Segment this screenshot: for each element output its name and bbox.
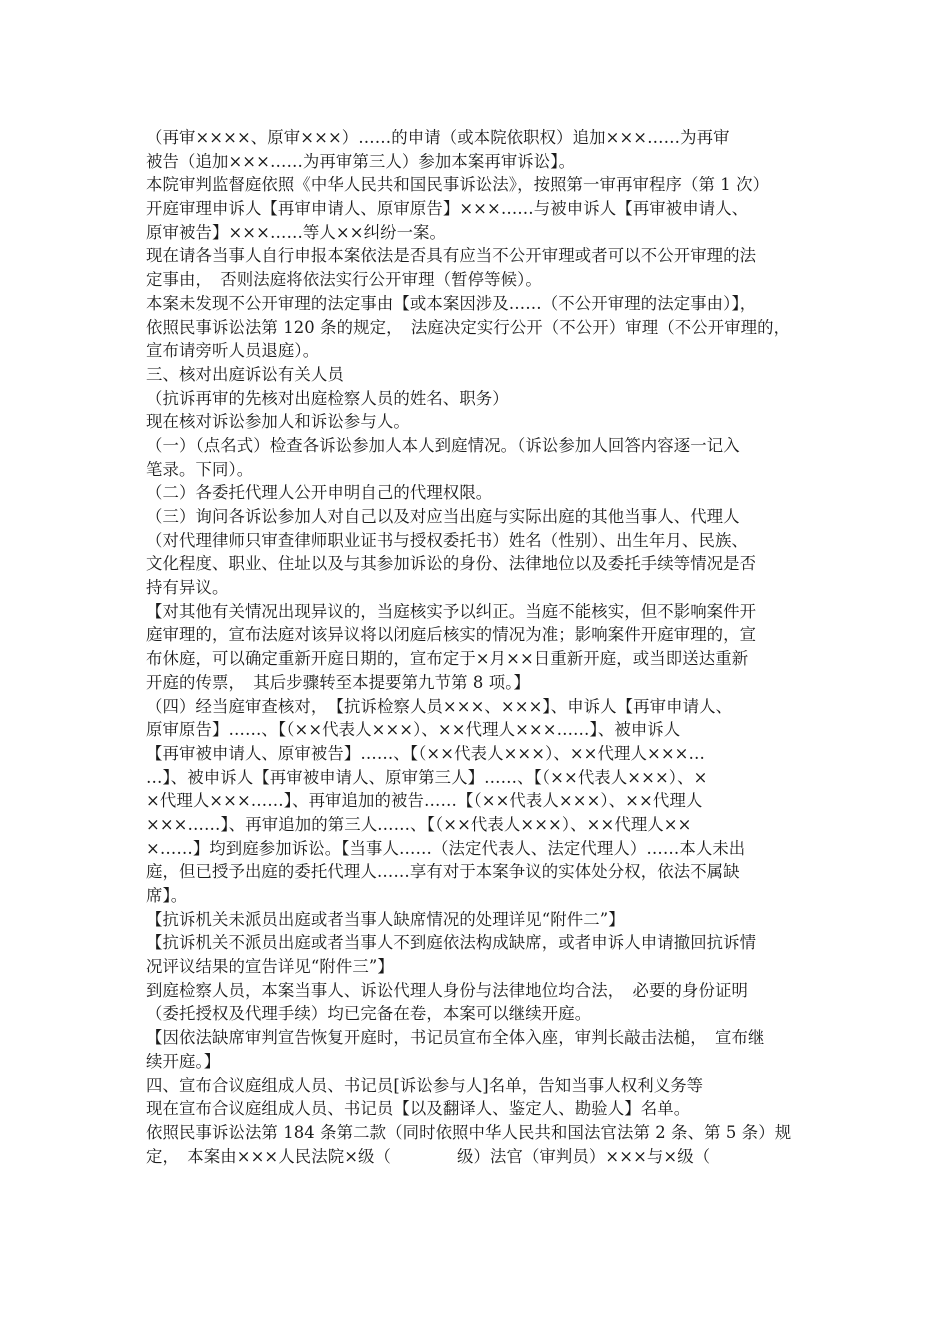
text-line: （二）各委托代理人公开申明自己的代理权限。: [146, 483, 493, 503]
text-line: 【抗诉机关不派员出庭或者当事人不到庭依法构成缺席，或者申诉人申请撤回抗诉情: [146, 933, 757, 953]
text-line: （委托授权及代理手续）均已完备在卷，本案可以继续开庭。: [146, 1004, 592, 1024]
text-line: 【对其他有关情况出现异议的，当庭核实予以纠正。当庭不能核实，但不影响案件开: [146, 601, 757, 621]
section-heading: 四、宣布合议庭组成人员、书记员[诉讼参与人]名单，告知当事人权利义务等: [146, 1075, 704, 1095]
text-line: 定， 本案由×××人民法院×级（ 级）法官（审判员）×××与×级（: [146, 1146, 711, 1166]
text-line: （抗诉再审的先核对出庭检察人员的姓名、职务）: [146, 388, 509, 408]
text-line: 席】。: [146, 886, 188, 905]
text-line: 笔录。下同）。: [146, 459, 254, 479]
text-line: 持有异议。: [146, 578, 229, 598]
text-line: 现在请各当事人自行申报本案依法是否具有应当不公开审理或者可以不公开审理的法: [146, 246, 757, 266]
section-heading: 三、核对出庭诉讼有关人员: [146, 364, 344, 384]
text-line: （一）（点名式）检查各诉讼参加人本人到庭情况。（诉讼参加人回答内容逐一记入: [146, 435, 740, 455]
text-line: 依照民事诉讼法第 120 条的规定， 法庭决定实行公开（不公开）审理（不公开审理的，: [146, 317, 791, 337]
text-line: 现在核对诉讼参加人和诉讼参与人。: [146, 412, 410, 432]
text-line: …】、被申诉人【再审被申请人、原审第三人】……、【（××代表人×××）、×: [146, 767, 708, 787]
text-line: 况评议结果的宣告详见“附件三”】: [146, 957, 394, 977]
text-line: （再审××××、原审×××）……的申请（或本院依职权）追加×××……为再审: [146, 128, 730, 147]
text-line: （四）经当庭审查核对， 【抗诉检察人员×××、×××】、申诉人【再审申请人、: [146, 696, 733, 716]
text-line: 开庭审理申诉人【再审申请人、原审原告】×××……与被申诉人【再审被申请人、: [146, 199, 749, 219]
text-line: （三）询问各诉讼参加人对自己以及对应当出庭与实际出庭的其他当事人、代理人: [146, 507, 740, 526]
text-line: 庭审理的，宣布法庭对该异议将以闭庭后核实的情况为准；影响案件开庭审理的，宣: [146, 625, 757, 645]
text-line: 被告（追加×××……为再审第三人）参加本案再审诉讼】。: [146, 151, 576, 171]
text-line: 宣布请旁听人员退庭）。: [146, 341, 320, 361]
text-line: 本案未发现不公开审理的法定事由【或本案因涉及……（不公开审理的法定事由）】，: [146, 293, 757, 313]
text-line: ×……】均到庭参加诉讼。【当事人……（法定代表人、法定代理人）……本人未出: [146, 838, 746, 858]
text-line: 【再审被申请人、原审被告】……、【（××代表人×××）、××代理人×××…: [146, 743, 705, 763]
text-line: 到庭检察人员，本案当事人、诉讼代理人身份与法律地位均合法， 必要的身份证明: [146, 980, 748, 1000]
text-line: 依照民事诉讼法第 184 条第二款（同时依照中华人民共和国法官法第 2 条、第 5 条）规: [146, 1122, 792, 1142]
text-line: 现在宣布合议庭组成人员、书记员【以及翻译人、鉴定人、勘验人】名单。: [146, 1099, 691, 1119]
text-line: 续开庭。】: [146, 1051, 221, 1071]
text-line: 庭，但已授予出庭的委托代理人……享有对于本案争议的实体处分权，依法不属缺: [146, 862, 740, 882]
text-line: 定事由， 否则法庭将依法实行公开审理（暂停等候）。: [146, 270, 542, 290]
text-line: ×××……】、再审追加的第三人……、【（××代表人×××）、××代理人××: [146, 814, 692, 834]
text-line: 本院审判监督庭依照《中华人民共和国民事诉讼法》，按照第一审再审程序（第 1 次）: [146, 175, 770, 195]
text-line: 【因依法缺席审判宣告恢复开庭时，书记员宣布全体入座，审判长敲击法槌， 宣布继: [146, 1028, 765, 1048]
text-line: （对代理律师只审查律师职业证书与授权委托书）姓名（性别）、出生年月、民族、: [146, 530, 748, 550]
text-line: 【抗诉机关未派员出庭或者当事人缺席情况的处理详见“附件二”】: [146, 909, 625, 929]
text-line: ×代理人×××……】、再审追加的被告……【（××代表人×××）、××代理人: [146, 791, 703, 811]
text-line: 布休庭，可以确定重新开庭日期的，宣布定于×月××日重新开庭，或当即送达重新: [146, 649, 749, 669]
text-line: 开庭的传票， 其后步骤转至本提要第九节第 8 项。】: [146, 672, 531, 692]
text-line: 原审原告】……、【（××代表人×××）、××代理人×××……】、被申诉人: [146, 720, 681, 740]
text-line: 原审被告】×××……等人××纠纷一案。: [146, 222, 447, 242]
text-line: 文化程度、职业、住址以及与其参加诉讼的身份、法律地位以及委托手续等情况是否: [146, 554, 757, 574]
document-body: [146, 126, 810, 1168]
